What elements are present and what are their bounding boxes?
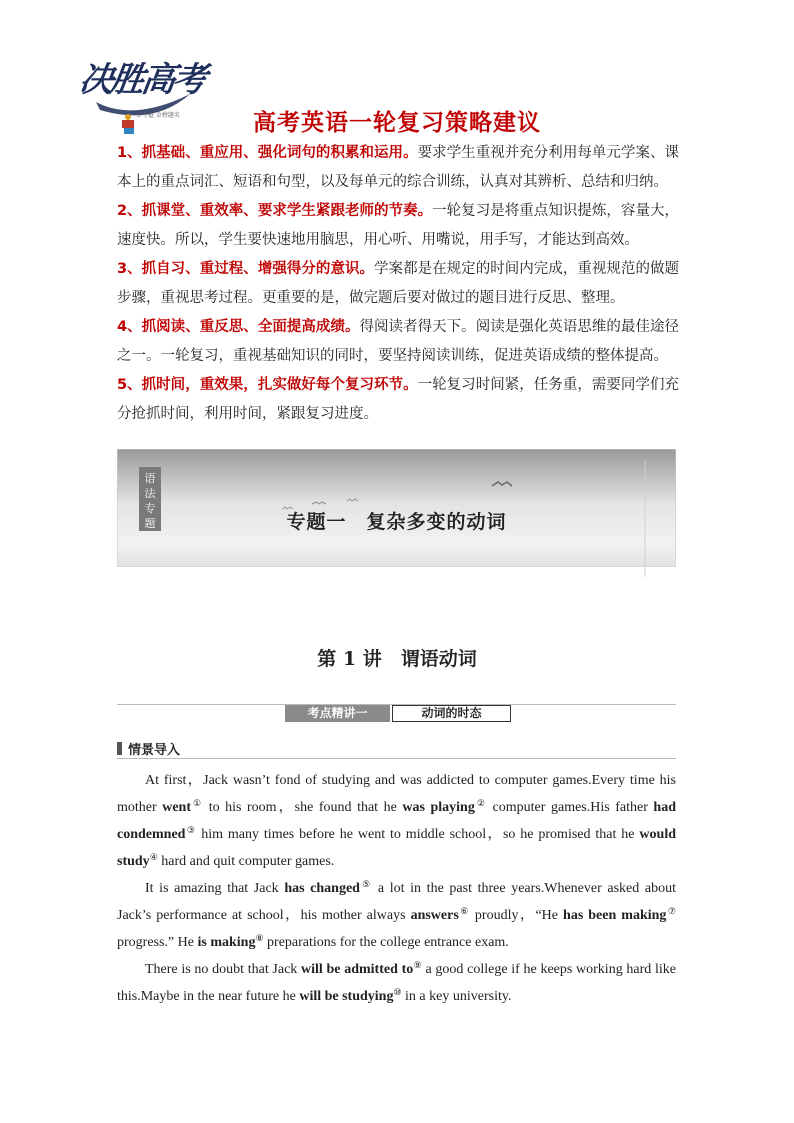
key-point-topic: 动词的时态 — [392, 705, 511, 722]
tip-highlight: 5、抓时间，重效果，扎实做好每个复习环节。 — [117, 377, 418, 393]
key-point-label: 考点精讲一 — [285, 705, 390, 722]
footnote-marker: ⑥ — [458, 906, 470, 916]
topic-banner — [117, 449, 676, 607]
passage-text: There is no doubt that Jack — [145, 962, 302, 977]
tip-item — [117, 255, 679, 313]
strategy-tips — [117, 139, 679, 429]
topic-title: 专题一 复杂多变的动词 — [286, 511, 507, 533]
footnote-marker: ⑩ — [393, 987, 402, 997]
tip-highlight: 2、抓课堂、重效率、要求学生紧跟老师的节奏。 — [117, 203, 433, 219]
passage-text: hard and quit computer games. — [157, 854, 335, 869]
passage-paragraph — [117, 767, 676, 875]
verb-highlight: will be admitted to — [301, 962, 414, 977]
passage-text: to his room，she found that he — [203, 800, 403, 815]
passage-paragraph — [117, 875, 676, 956]
tag-char: 语 — [144, 472, 156, 485]
reading-passage — [117, 767, 676, 1010]
passage-text: At first，Jack wasn’t fond of studying and was addicted to computer games.Every time his mother — [117, 773, 676, 815]
passage-text: proudly，“He — [469, 908, 564, 923]
section-marker — [117, 742, 122, 755]
verb-highlight: has changed — [284, 881, 360, 896]
key-point-bar — [117, 704, 676, 722]
tip-body: 要求学生重视并充分利用每单元学案、课本上的重点词汇、短语和句型，以及每单元的综合训练，认真对其辨析、总结和归纳。 — [117, 145, 679, 190]
tag-char: 题 — [144, 517, 156, 530]
footnote-marker: ① — [190, 798, 204, 808]
tip-item — [117, 313, 679, 371]
footnote-marker: ② — [474, 798, 488, 808]
passage-text: progress.” He — [117, 935, 198, 950]
footnote-marker: ③ — [185, 825, 197, 835]
verb-highlight: is making — [197, 935, 256, 950]
section-label: 情景导入 — [128, 743, 181, 758]
tip-body: 一轮复习是将重点知识提炼，容量大，速度快。所以，学生要快速地用脑思，用心听、用嘴说，用手写，才能达到高效。 — [117, 203, 680, 248]
verb-highlight: had condemned — [117, 800, 676, 842]
passage-text: a good college if he keeps working hard like this.Maybe in the near future he — [117, 962, 676, 1004]
tip-highlight: 3、抓自习、重过程、增强得分的意识。 — [117, 261, 375, 277]
footnote-marker: ⑨ — [413, 960, 422, 970]
verb-highlight: was playing — [402, 800, 475, 815]
logo-subtext: 一举夺魁 金榜题名 — [130, 112, 180, 119]
tag-char: 法 — [144, 487, 156, 500]
footnote-marker: ⑤ — [359, 879, 373, 889]
page-title: 高考英语一轮复习策略建议 — [253, 110, 541, 136]
tip-body: 得阅读者得天下。阅读是强化英语思维的最佳途径之一。一轮复习，重视基础知识的同时，要坚持阅读训练，促进英语成绩的整体提高。 — [117, 319, 679, 364]
verb-highlight: will be studying — [299, 989, 394, 1004]
footnote-marker: ⑧ — [255, 933, 264, 943]
tip-item — [117, 139, 679, 197]
passage-text: It is amazing that Jack — [145, 881, 285, 896]
passage-text: computer games.His father — [487, 800, 654, 815]
tip-body: 一轮复习时间紧，任务重，需要同学们充分抢抓时间，利用时间，紧跟复习进度。 — [117, 377, 679, 422]
verb-highlight: went — [162, 800, 191, 815]
tip-highlight: 1、抓基础、重应用、强化词句的积累和运用。 — [117, 145, 418, 161]
tag-char: 专 — [144, 502, 156, 515]
footnote-marker: ④ — [149, 852, 158, 862]
tip-item — [117, 371, 679, 429]
passage-text: preparations for the college entrance exam. — [263, 935, 509, 950]
passage-text: him many times before he went to middle school，so he promised that he — [196, 827, 640, 842]
tip-item — [117, 197, 679, 255]
verb-highlight: has been making — [563, 908, 667, 923]
lecture-title: 第 1 讲 谓语动词 — [317, 648, 477, 670]
tip-highlight: 4、抓阅读、重反思、全面提高成绩。 — [117, 319, 360, 335]
passage-text: a lot in the past three years.Whenever asked about Jack’s performance at school，his mother always — [117, 881, 676, 923]
verb-highlight: answers — [410, 908, 459, 923]
logo-text: 决胜高考 — [76, 60, 207, 100]
tip-body: 学案都是在规定的时间内完成，重视规范的做题步骤，重视思考过程。更重要的是，做完题后要对做过的题目进行反思、整理。 — [117, 261, 680, 306]
section-heading — [117, 738, 676, 759]
passage-paragraph — [117, 956, 676, 1010]
footnote-marker: ⑦ — [666, 906, 677, 916]
passage-text: in a key university. — [401, 989, 512, 1004]
verb-highlight: would study — [117, 827, 676, 869]
